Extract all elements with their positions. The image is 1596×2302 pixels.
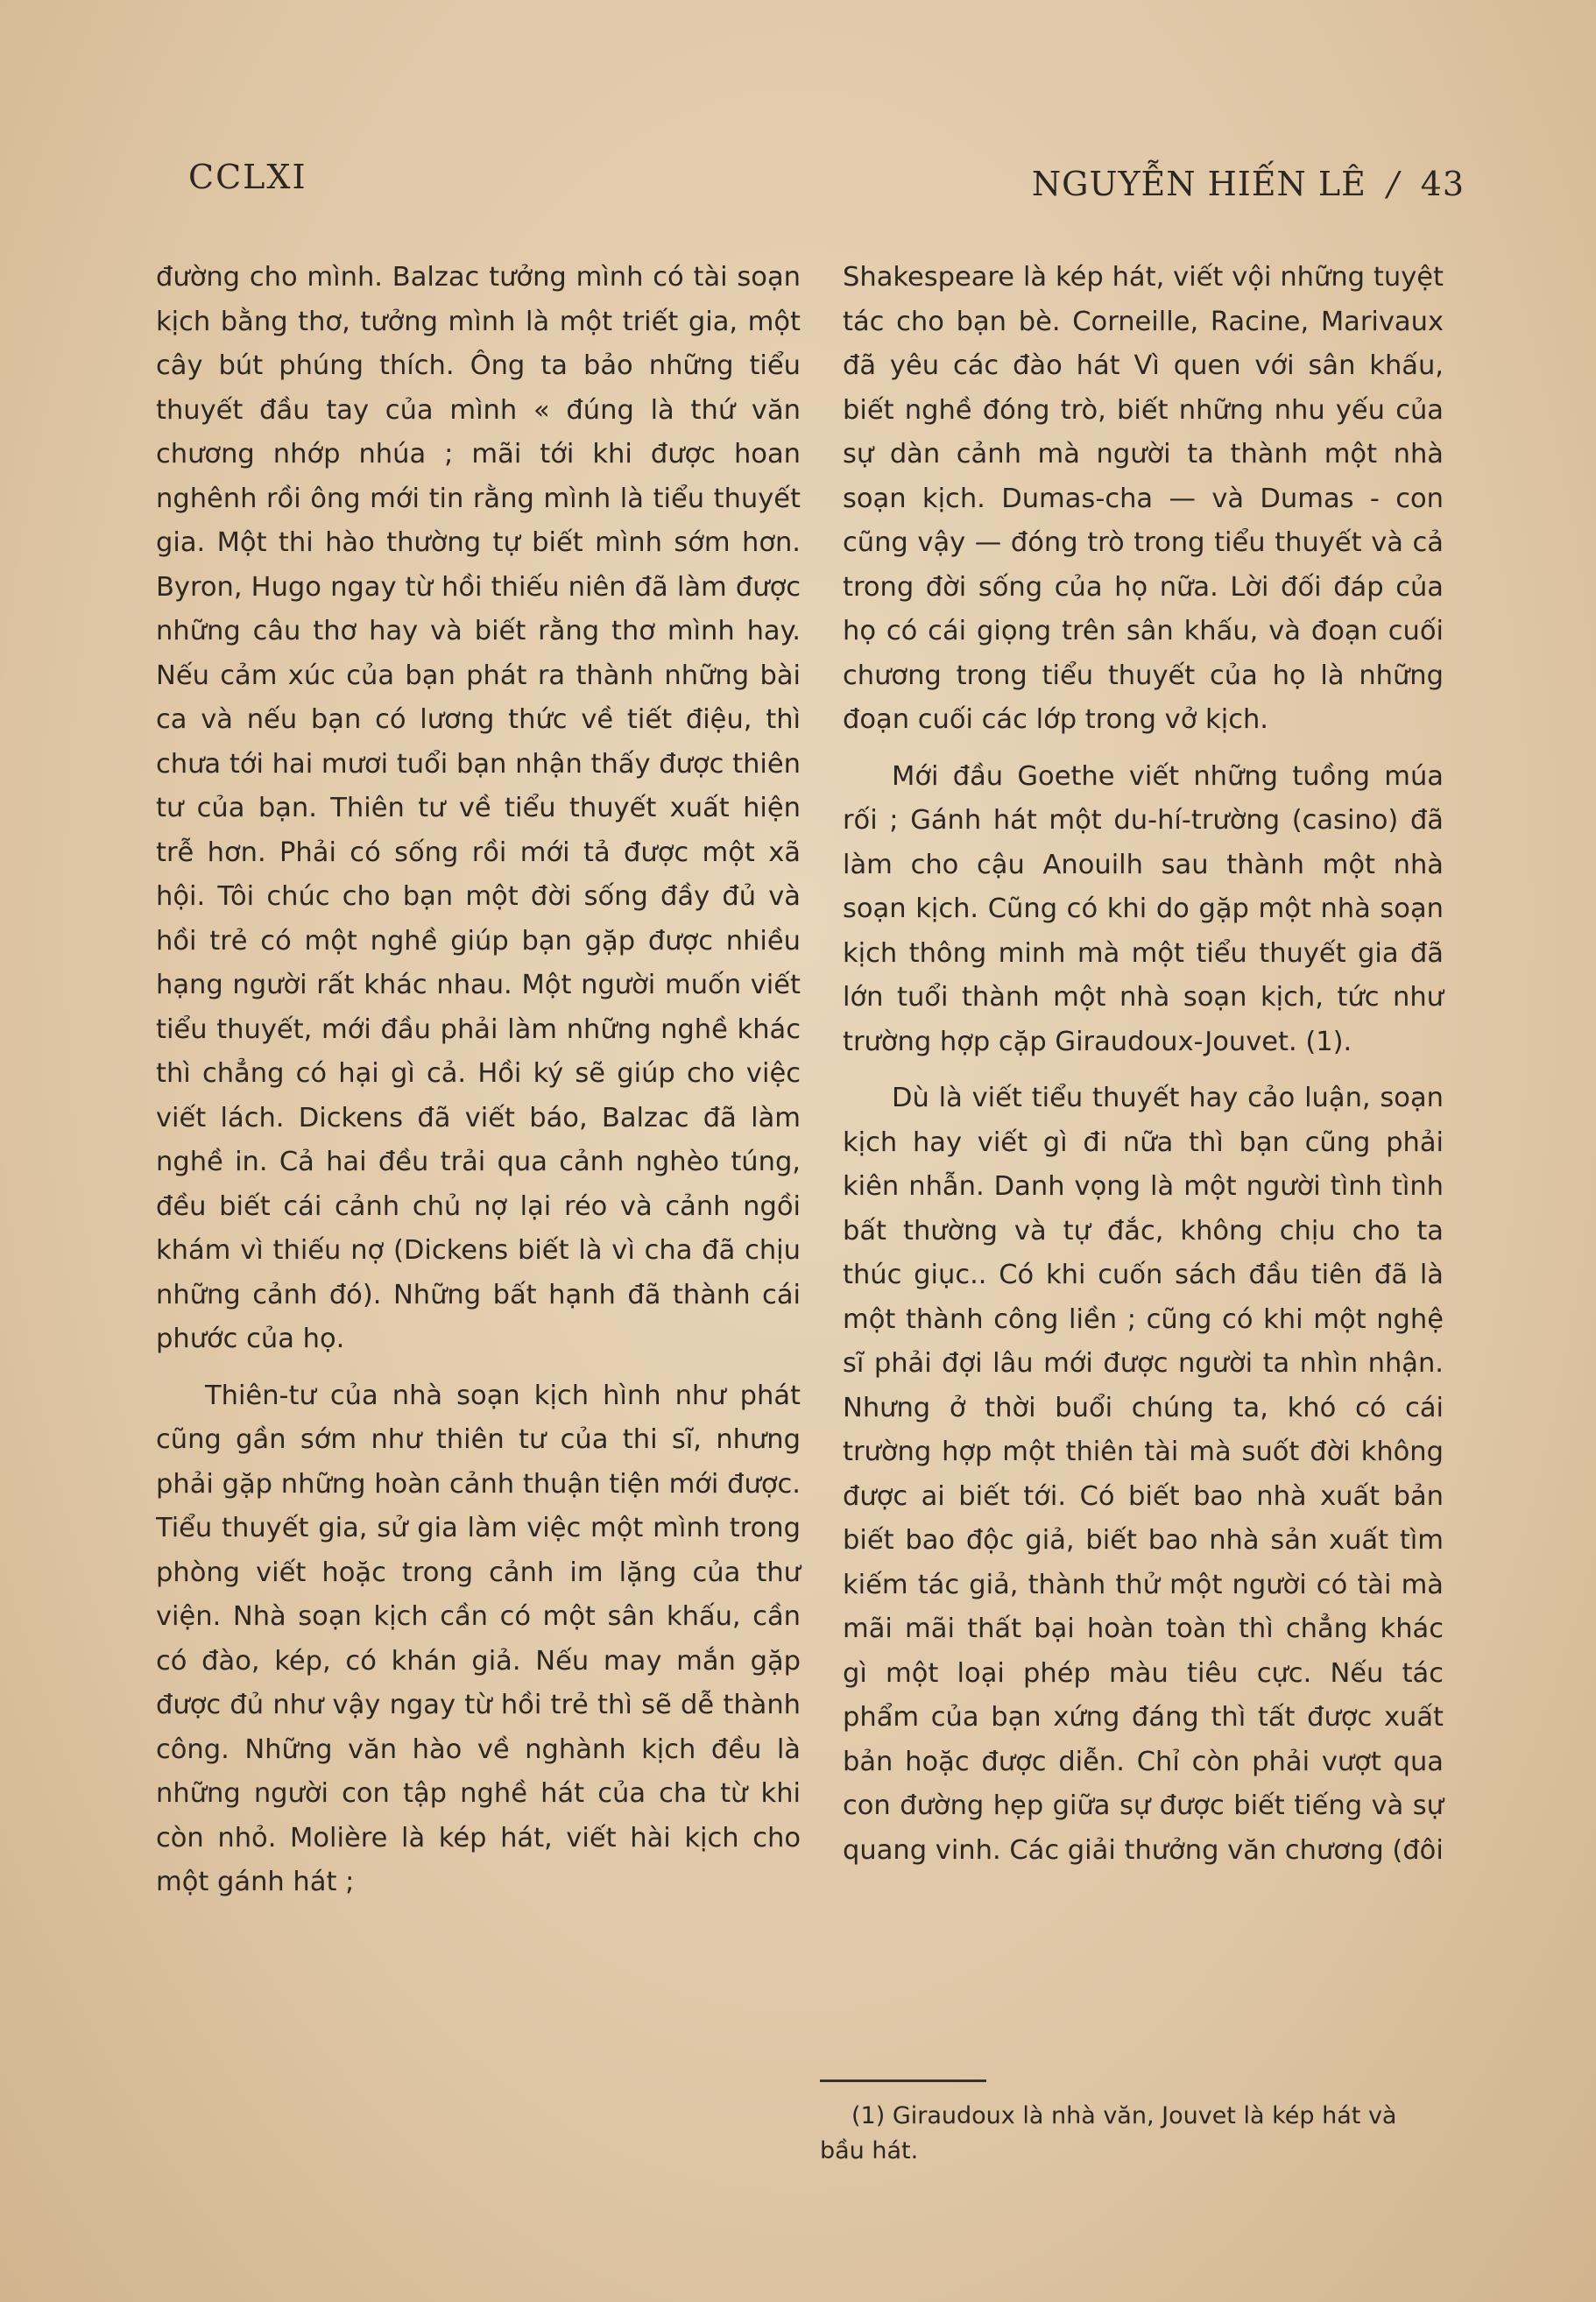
paragraph: Dù là viết tiểu thuyết hay cảo luận, soạn kịch hay viết gì đi nữa thì bạn cũng phải kiên nhẫn. Danh vọng là một người tình tình bất thường và tự đắc, không chịu cho ta thúc giục.. Có khi cuốn sách đầu tiên đã là một thành công liền ; cũng có khi một nghệ sĩ phải đợi lâu mới được người ta nhìn nhận. Nhưng ở thời buổi chúng ta, khó có cái trường hợp một thiên tài mà suốt đời không được ai biết tới. Có biết bao nhà xuất bản biết bao độc giả, biết bao nhà sản xuất tìm kiếm tác giả, thành thử một người có tài mà mãi mãi thất bại hoàn toàn thì chẳng khác gì một loại phép màu tiêu cực. Nếu tác phẩm của bạn xứng đáng thì tất được xuất bản hoặc được diễn. Chỉ còn phải vượt qua con đường hẹp giữa sự được biết tiếng và sự quang vinh. Các giải thưởng văn chương (đôi (843, 1083, 1444, 1866)
running-head (1032, 165, 1465, 203)
series-number: CCLXI (188, 158, 307, 196)
footnote: (1) Giraudoux là nhà văn, Jouvet là kép hát và bầu hát. (820, 2102, 1397, 2164)
footnote-divider (820, 2080, 986, 2082)
paragraph: Shakespeare là kép hát, viết vội những tuyệt tác cho bạn bè. Corneille, Racine, Marivaux đã yêu các đào hát Vì quen với sân khấu, biết nghề đóng trò, biết những nhu yếu của sự dàn cảnh mà người ta thành một nhà soạn kịch. Dumas-cha — và Dumas - con cũng vậy — đóng trò trong tiểu thuyết và cả trong đời sống của họ nữa. Lời đối đáp của họ có cái giọng trên sân khấu, và đoạn cuối chương trong tiểu thuyết của họ là những đoạn cuối các lớp trong vở kịch. (843, 262, 1444, 735)
page-header (188, 158, 1465, 210)
page-number: 43 (1420, 165, 1465, 203)
right-column (843, 256, 1444, 1873)
paragraph: đường cho mình. Balzac tưởng mình có tài soạn kịch bằng thơ, tưởng mình là một triết gia, một cây bút phúng thích. Ông ta bảo những tiểu thuyết đầu tay của mình « đúng là thứ văn chương nhớp nhúa ; mãi tới khi được hoan nghênh rồi ông mới tin rằng mình là tiểu thuyết gia. Một thi hào thường tự biết mình sớm hơn. Byron, Hugo ngay từ hồi thiếu niên đã làm được những câu thơ hay và biết rằng thơ mình hay. Nếu cảm xúc của bạn phát ra thành những bài ca và nếu bạn có lương thức về tiết điệu, thì chưa tới hai mươi tuổi bạn nhận thấy được thiên tư của bạn. Thiên tư về tiểu thuyết xuất hiện trễ hơn. Phải có sống rồi mới tả được một xã hội. Tôi chúc cho bạn một đời sống đầy đủ và hồi trẻ có một nghề giúp bạn gặp được nhiều hạng người rất khác nhau. Một người muốn viết tiểu thuyết, mới đầu phải làm những nghề khác thì chẳng có hại gì cả. Hồi ký sẽ giúp cho việc viết lách. Dickens đã viết báo, Balzac đã làm nghề in. Cả hai đều trải qua cảnh nghèo túng, đều biết cái cảnh chủ nợ lại réo và cảnh ngồi khám vì thiếu nợ (Dickens biết là vì cha đã chịu những cảnh đó). Những bất hạnh đã thành cái phước của họ. (156, 262, 801, 1354)
header-separator: / (1387, 165, 1400, 203)
paragraph: Mới đầu Goethe viết những tuồng múa rối ; Gánh hát một du-hí-trường (casino) đã làm cho cậu Anouilh sau thành một nhà soạn kịch. Cũng có khi do gặp một nhà soạn kịch thông minh mà một tiểu thuyết gia đã lớn tuổi thành một nhà soạn kịch, tức như trường hợp cặp Giraudoux-Jouvet. (1). (843, 760, 1444, 1057)
left-column (156, 256, 801, 1905)
author-name: NGUYỄN HIẾN LÊ (1031, 165, 1366, 203)
paragraph: Thiên-tư của nhà soạn kịch hình như phát cũng gần sớm như thiên tư của thi sĩ, nhưng phải gặp những hoàn cảnh thuận tiện mới được. Tiểu thuyết gia, sử gia làm việc một mình trong phòng viết hoặc trong cảnh im lặng của thư viện. Nhà soạn kịch cần có một sân khấu, cần có đào, kép, có khán giả. Nếu may mắn gặp được đủ như vậy ngay từ hồi trẻ thì sẽ dễ thành công. Những văn hào về nghành kịch đều là những người con tập nghề hát của cha từ khi còn nhỏ. Molière là kép hát, viết hài kịch cho một gánh hát ; (156, 1380, 801, 1897)
